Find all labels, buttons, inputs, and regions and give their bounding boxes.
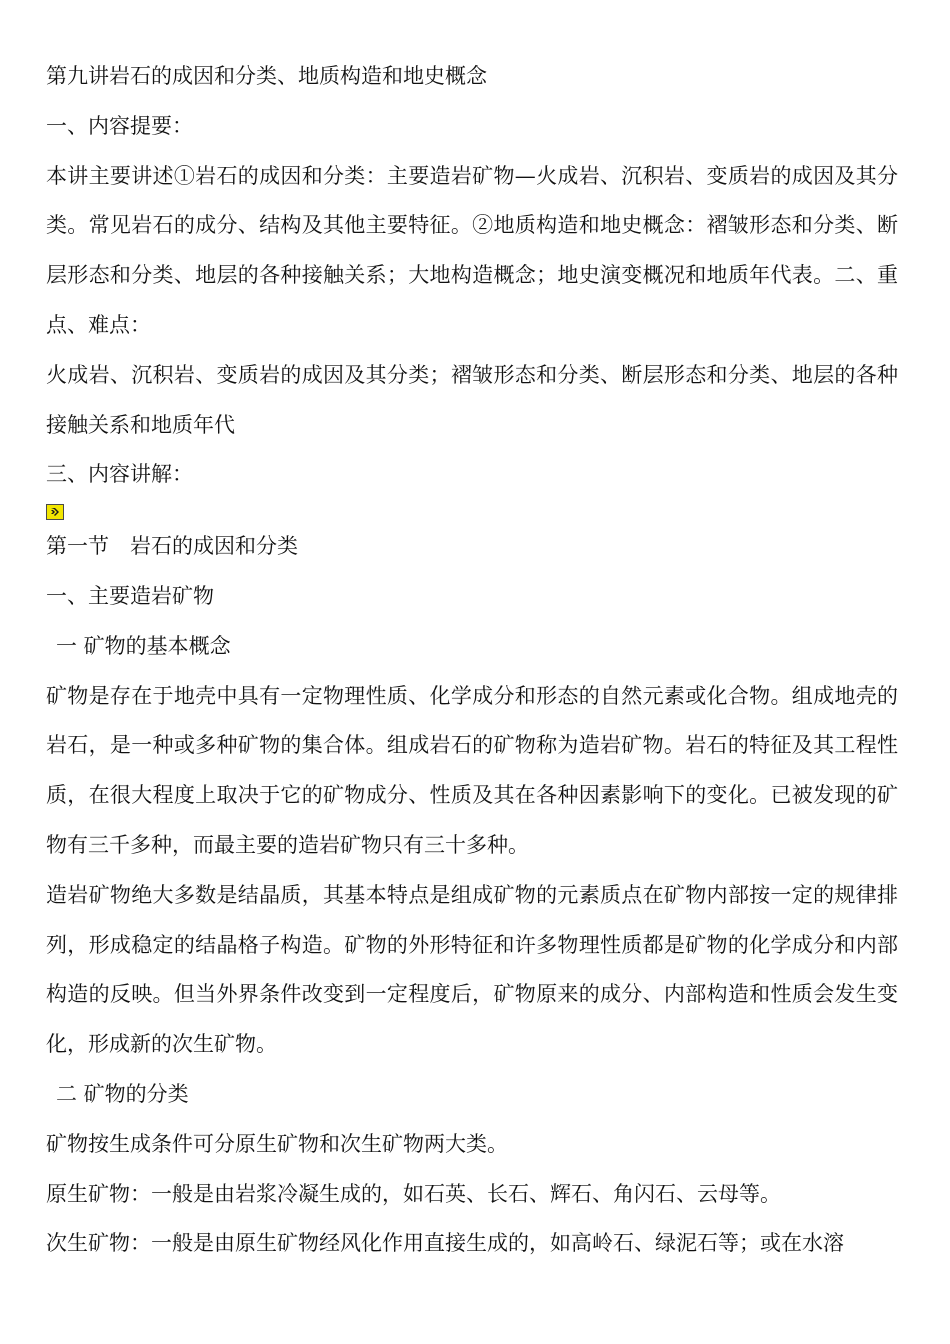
outline-paragraph: 本讲主要讲述①岩石的成因和分类：主要造岩矿物—火成岩、沉积岩、变质岩的成因及其分类。常见岩石的成分、结构及其他主要特征。②地质构造和地史概念：褶皱形态和分类、断层形态和分类、地层的各种接触关系；大地构造概念；地史演变概况和地质年代表。二、重点、难点： [46,163,898,337]
para-mineral-definition: 矿物是存在于地壳中具有一定物理性质、化学成分和形态的自然元素或化合物。组成地壳的岩石，是一种或多种矿物的集合体。组成岩石的矿物称为造岩矿物。岩石的特征及其工程性质，在很大程度上取决于它的矿物成分、性质及其在各种因素影响下的变化。已被发现的矿物有三千多种，而最主要的造岩矿物只有三十多种。 [46,683,898,857]
para-primary: 原生矿物：一般是由岩浆冷凝生成的，如石英、长石、辉石、角闪石、云母等。 [46,1181,781,1206]
content-heading: 三、内容讲解： [46,462,193,487]
lecture-title: 第九讲岩石的成因和分类、地质构造和地史概念 [46,64,487,88]
subsection-title: 一、主要造岩矿物 [46,583,214,608]
para-secondary: 次生矿物：一般是由原生矿物经风化作用直接生成的，如高岭石、绿泥石等；或在水溶 [46,1231,844,1256]
sub2-title: 二 矿物的分类 [56,1081,189,1106]
section-title: 第一节 岩石的成因和分类 [46,534,298,559]
document-page [46,52,898,1269]
para-crystal: 造岩矿物绝大多数是结晶质，其基本特点是组成矿物的元素质点在矿物内部按一定的规律排列，形成稳定的结晶格子构造。矿物的外形特征和许多物理性质都是矿物的化学成分和内部构造的反映。但当外界条件改变到一定程度后，矿物原来的成分、内部构造和性质会发生变化，形成新的次生矿物。 [46,882,898,1057]
para-classification: 矿物按生成条件可分原生矿物和次生矿物两大类。 [46,1131,508,1156]
icon-row [46,500,898,530]
sub1-title: 一 矿物的基本概念 [56,633,231,658]
document-link-icon[interactable] [46,504,64,520]
outline-heading: 一、内容提要： [46,113,193,138]
key-points-paragraph: 火成岩、沉积岩、变质岩的成因及其分类；褶皱形态和分类、断层形态和分类、地层的各种接触关系和地质年代 [46,362,898,437]
